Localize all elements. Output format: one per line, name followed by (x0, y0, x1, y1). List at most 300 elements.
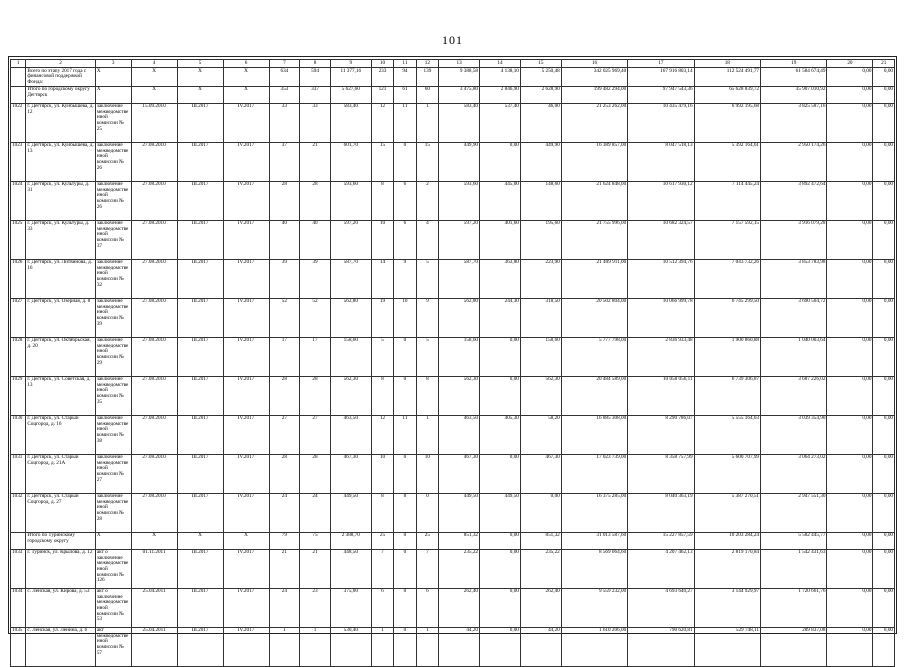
other-cost-cell: 0,00 (827, 86, 873, 103)
municipal-cost-cell: 3 687 226,02 (761, 376, 827, 415)
residents-resettled-cell: 75 (300, 532, 331, 549)
premises-total-cell: 19 (371, 298, 393, 337)
cost-total-cell: 16 375 285,00 (561, 493, 627, 532)
row-id: 1032 (11, 493, 26, 532)
area-resettled-cell: 597,20 (439, 220, 480, 259)
address-cell: г. Дегтярск, ул. Куйбышева, д. 12 (26, 103, 95, 142)
area-private-cell: 363,80 (480, 259, 521, 298)
plan-end-cell: IV.2017 (223, 549, 269, 588)
address-cell: Итого по Туринскому городскому округу (26, 532, 95, 549)
area-private-cell: 0,00 (480, 142, 521, 181)
area-municipal-cell: 58,20 (520, 415, 561, 454)
area-resettled-cell: 583,40 (439, 103, 480, 142)
column-number: 8 (300, 60, 331, 68)
registry-table (10, 59, 895, 667)
document-date-cell: 27.08.2010 (131, 142, 177, 181)
plan-end-cell: IV.2017 (223, 337, 269, 376)
area-private-cell: 4 138,10 (480, 68, 521, 87)
plan-end-cell: IV.2017 (223, 103, 269, 142)
cost-total-cell: 199 482 294,00 (561, 86, 627, 103)
premises-total-cell: 8 (371, 376, 393, 415)
area-municipal-cell: 851,32 (520, 532, 561, 549)
area-private-cell: 0,00 (480, 337, 521, 376)
cost-total-cell: 21 253 262,00 (561, 103, 627, 142)
plan-end-cell: IV.2017 (223, 298, 269, 337)
region-cost-cell: 1 900 860,88 (694, 337, 760, 376)
document-cell: заключение межведомственной комиссии № 38 (95, 415, 131, 454)
plan-start-cell: III.2017 (177, 181, 223, 220)
premises-private-cell: 9 (394, 259, 416, 298)
premises-municipal-cell: 5 (416, 259, 438, 298)
area-total-cell: 601,70 (330, 142, 371, 181)
premises-municipal-cell: 1 (416, 103, 438, 142)
plan-start-cell: III.2017 (177, 493, 223, 532)
municipal-cost-cell: 1 542 431,63 (761, 549, 827, 588)
row-id: 1022 (11, 103, 26, 142)
document-cell: акт о заключение межведомственной комиссии № 53 (95, 588, 131, 627)
area-private-cell: 445,00 (480, 181, 521, 220)
area-private-cell: 0,00 (480, 376, 521, 415)
column-number: 18 (694, 60, 760, 68)
premises-private-cell: 6 (394, 220, 416, 259)
area-municipal-cell: 562,30 (520, 376, 561, 415)
table-row (11, 549, 895, 588)
plan-end-cell: IV.2017 (223, 454, 269, 493)
document-cell: заключение межведомственной комиссии № 35 (95, 376, 131, 415)
region-cost-cell: 7 043 732,26 (694, 259, 760, 298)
fund-cost-cell: 10 512 394,76 (628, 259, 694, 298)
extra-cost-cell: 0,00 (873, 627, 895, 666)
area-resettled-cell: 562,30 (439, 376, 480, 415)
plan-start-cell: III.2017 (177, 588, 223, 627)
document-date-cell: 27.08.2010 (131, 220, 177, 259)
document-date-cell: 27.08.2010 (131, 259, 177, 298)
area-municipal-cell: 223,90 (520, 259, 561, 298)
premises-municipal-cell: 25 (416, 532, 438, 549)
other-cost-cell: 0,00 (827, 627, 873, 666)
municipal-cost-cell: 3 690 504,72 (761, 298, 827, 337)
premises-municipal-cell: 0 (416, 493, 438, 532)
area-resettled-cell: 449,90 (439, 142, 480, 181)
premises-total-cell: 10 (371, 454, 393, 493)
row-id: 1028 (11, 337, 26, 376)
other-cost-cell: 0,00 (827, 454, 873, 493)
municipal-cost-cell: 3 064 273,02 (761, 454, 827, 493)
extra-cost-cell: 0,00 (873, 259, 895, 298)
plan-start-cell: III.2017 (177, 337, 223, 376)
table-row (11, 103, 895, 142)
address-cell: Итого по городскому округу Дегтярск (26, 86, 95, 103)
premises-total-cell: 25 (371, 532, 393, 549)
premises-private-cell: 0 (394, 588, 416, 627)
plan-end-cell: IV.2017 (223, 376, 269, 415)
area-resettled-cell: 587,70 (439, 259, 480, 298)
premises-private-cell: 61 (394, 86, 416, 103)
extra-cost-cell: 0,00 (873, 181, 895, 220)
residents-count-cell: 37 (269, 142, 300, 181)
other-cost-cell: 0,00 (827, 588, 873, 627)
table-row (11, 415, 895, 454)
area-municipal-cell: 44,20 (520, 627, 561, 666)
area-resettled-cell: 3 475,80 (439, 86, 480, 103)
row-id: 1033 (11, 549, 26, 588)
residents-count-cell: 28 (269, 181, 300, 220)
document-cell: X (95, 532, 131, 549)
area-total-cell: 5 627,60 (330, 86, 371, 103)
residents-count-cell: 1 (269, 627, 300, 666)
plan-end-cell: X (223, 532, 269, 549)
premises-municipal-cell: 4 (416, 220, 438, 259)
area-municipal-cell: 449,90 (520, 142, 561, 181)
premises-private-cell: 0 (394, 549, 416, 588)
document-cell: заключение межведомственной комиссии № 39 (95, 298, 131, 337)
address-cell: г. Дегтярск, ул. Старый Соцгород, д. 16 (26, 415, 95, 454)
cost-total-cell: 16 389 857,00 (561, 142, 627, 181)
column-number: 11 (394, 60, 416, 68)
table-row (11, 588, 895, 627)
plan-end-cell: IV.2017 (223, 142, 269, 181)
area-municipal-cell: 46,00 (520, 103, 561, 142)
premises-total-cell: 121 (371, 86, 393, 103)
table-row (11, 298, 895, 337)
region-cost-cell: 5 600 707,99 (694, 454, 760, 493)
extra-cost-cell: 0,00 (873, 68, 895, 87)
fund-cost-cell: 8 040 363,19 (628, 493, 694, 532)
premises-municipal-cell: 8 (416, 376, 438, 415)
table-row (11, 142, 895, 181)
row-id: 1025 (11, 220, 26, 259)
extra-cost-cell: 0,00 (873, 588, 895, 627)
area-municipal-cell: 148,60 (520, 181, 561, 220)
region-cost-cell: 5 392 164,61 (694, 142, 760, 181)
document-cell: заключение межведомственной комиссии № 26 (95, 142, 131, 181)
row-id: 1031 (11, 454, 26, 493)
municipal-cost-cell: 1 720 661,76 (761, 588, 827, 627)
plan-start-cell: III.2017 (177, 454, 223, 493)
area-resettled-cell: 158,60 (439, 337, 480, 376)
document-cell: X (95, 86, 131, 103)
area-municipal-cell: 158,60 (520, 337, 561, 376)
residents-resettled-cell: 39 (300, 259, 331, 298)
premises-private-cell: 6 (394, 181, 416, 220)
table-row (11, 337, 895, 376)
premises-private-cell: 0 (394, 454, 416, 493)
premises-municipal-cell: 1 (416, 415, 438, 454)
residents-count-cell: 17 (269, 337, 300, 376)
residents-resettled-cell: 594 (300, 68, 331, 87)
cost-total-cell: 21 624 848,00 (561, 181, 627, 220)
premises-total-cell: 14 (371, 259, 393, 298)
cost-total-cell: 20 484 589,00 (561, 376, 627, 415)
region-cost-cell: 6 745 299,50 (694, 298, 760, 337)
row-id: 1023 (11, 142, 26, 181)
cost-total-cell: 9 559 232,00 (561, 588, 627, 627)
plan-start-cell: III.2017 (177, 103, 223, 142)
address-cell: г. Дегтярск, ул. Советская, д. 13 (26, 376, 95, 415)
row-id (11, 532, 26, 549)
document-cell: заключение межведомственной комиссии № 32 (95, 259, 131, 298)
other-cost-cell: 0,00 (827, 376, 873, 415)
other-cost-cell: 0,00 (827, 337, 873, 376)
area-municipal-cell: 262,40 (520, 588, 561, 627)
extra-cost-cell: 0,00 (873, 86, 895, 103)
row-id: 1024 (11, 181, 26, 220)
plan-start-cell: III.2017 (177, 415, 223, 454)
residents-count-cell: 28 (269, 376, 300, 415)
other-cost-cell: 0,00 (827, 181, 873, 220)
document-cell: акт о заключение межведомственной комиссии № 126 (95, 549, 131, 588)
address-cell: г. Дегтярск, ул. Культуры, д. 31 (26, 181, 95, 220)
residents-resettled-cell: 21 (300, 549, 331, 588)
plan-start-cell: III.2017 (177, 549, 223, 588)
premises-municipal-cell: 139 (416, 68, 438, 87)
plan-start-cell: III.2017 (177, 298, 223, 337)
extra-cost-cell: 0,00 (873, 142, 895, 181)
region-cost-cell: 529 748,11 (694, 627, 760, 666)
column-number: 7 (269, 60, 300, 68)
document-date-cell: X (131, 68, 177, 87)
document-date-cell: 27.08.2010 (131, 454, 177, 493)
row-id: 1027 (11, 298, 26, 337)
document-date-cell: X (131, 532, 177, 549)
municipal-cost-cell: 3 825 587,16 (761, 103, 827, 142)
document-cell: заключение межведомственной комиссии № 37 (95, 220, 131, 259)
area-resettled-cell: 449,50 (439, 493, 480, 532)
table-row (11, 259, 895, 298)
row-id: 1035 (11, 627, 26, 666)
cost-total-cell: 21 755 996,00 (561, 220, 627, 259)
document-cell: акт межведомственной комиссии № 57 (95, 627, 131, 666)
fund-cost-cell: 97 947 543,36 (628, 86, 694, 103)
premises-total-cell: 15 (371, 142, 393, 181)
plan-start-cell: X (177, 68, 223, 87)
cost-total-cell: 342 025 969,40 (561, 68, 627, 87)
residents-resettled-cell: 24 (300, 493, 331, 532)
table-row (11, 376, 895, 415)
fund-cost-cell: 790 620,81 (628, 627, 694, 666)
address-cell: г. Дегтярск, ул. Старый Соцгород, д. 27 (26, 493, 95, 532)
document-date-cell: 27.08.2010 (131, 376, 177, 415)
cost-total-cell: 21 409 911,00 (561, 259, 627, 298)
area-municipal-cell: 235,22 (520, 549, 561, 588)
column-number: 12 (416, 60, 438, 68)
address-cell: г. Туринск, ул. Крылова, д. 12 (26, 549, 95, 588)
column-number: 4 (131, 60, 177, 68)
address-cell: с. Ленская, ул. Ленина, д. 6 (26, 627, 95, 666)
other-cost-cell: 0,00 (827, 549, 873, 588)
residents-count-cell: 24 (269, 493, 300, 532)
plan-start-cell: III.2017 (177, 259, 223, 298)
row-id: 1026 (11, 259, 26, 298)
document-cell: заключение межведомственной комиссии № 28 (95, 493, 131, 532)
premises-private-cell: 11 (394, 103, 416, 142)
total-row (11, 86, 895, 103)
plan-start-cell: X (177, 86, 223, 103)
plan-end-cell: X (223, 86, 269, 103)
plan-end-cell: IV.2017 (223, 415, 269, 454)
address-cell: г. Дегтярск, ул. Культуры, д. 33 (26, 220, 95, 259)
table-row (11, 454, 895, 493)
premises-private-cell: 94 (394, 68, 416, 87)
column-number: 9 (330, 60, 371, 68)
premises-private-cell: 0 (394, 142, 416, 181)
document-cell: заключение межведомственной комиссии № 25 (95, 103, 131, 142)
municipal-cost-cell: 1 040 003,64 (761, 337, 827, 376)
area-private-cell: 2 846,90 (480, 86, 521, 103)
premises-total-cell: 8 (371, 493, 393, 532)
region-cost-cell: 10 203 284,24 (694, 532, 760, 549)
other-cost-cell: 0,00 (827, 142, 873, 181)
premises-private-cell: 0 (394, 337, 416, 376)
premises-total-cell: 6 (371, 588, 393, 627)
fund-cost-cell: 10 682 324,57 (628, 220, 694, 259)
premises-private-cell: 10 (394, 298, 416, 337)
area-total-cell: 562,30 (330, 376, 371, 415)
column-number: 19 (761, 60, 827, 68)
area-total-cell: 562,80 (330, 298, 371, 337)
plan-end-cell: IV.2017 (223, 493, 269, 532)
plan-end-cell: IV.2017 (223, 181, 269, 220)
residents-count-cell: 353 (269, 86, 300, 103)
table-row (11, 181, 895, 220)
column-number: 6 (223, 60, 269, 68)
area-total-cell: 375,00 (330, 588, 371, 627)
region-cost-cell: 3 144 929,97 (694, 588, 760, 627)
area-total-cell: 587,70 (330, 259, 371, 298)
table-body (11, 60, 895, 667)
document-cell: X (95, 68, 131, 87)
area-total-cell: 530,40 (330, 627, 371, 666)
region-cost-cell: 7 114 445,24 (694, 181, 760, 220)
area-total-cell: 597,20 (330, 220, 371, 259)
municipal-cost-cell: 2 947 551,30 (761, 493, 827, 532)
column-number: 16 (561, 60, 627, 68)
premises-municipal-cell: 10 (416, 454, 438, 493)
cost-total-cell: 5 777 798,00 (561, 337, 627, 376)
document-date-cell: 27.08.2010 (131, 181, 177, 220)
address-cell: г. Дегтярск, ул. Озерная, д. 8 (26, 298, 95, 337)
column-number: 2 (26, 60, 95, 68)
extra-cost-cell: 0,00 (873, 549, 895, 588)
municipal-cost-cell: 35 907 010,92 (761, 86, 827, 103)
document-date-cell: 27.08.2010 (131, 493, 177, 532)
document-date-cell: 25.04.2011 (131, 627, 177, 666)
residents-count-cell: 28 (269, 454, 300, 493)
row-id (11, 86, 26, 103)
fund-cost-cell: 8 047 518,13 (628, 142, 694, 181)
residents-resettled-cell: 40 (300, 220, 331, 259)
premises-municipal-cell: 2 (416, 181, 438, 220)
extra-cost-cell: 0,00 (873, 103, 895, 142)
region-cost-cell: 6 739 306,87 (694, 376, 760, 415)
area-private-cell: 401,60 (480, 220, 521, 259)
extra-cost-cell: 0,00 (873, 454, 895, 493)
residents-resettled-cell: 23 (300, 588, 331, 627)
premises-total-cell: 12 (371, 103, 393, 142)
other-cost-cell: 0,00 (827, 532, 873, 549)
area-private-cell: 0,00 (480, 532, 521, 549)
fund-cost-cell: 10 066 999,78 (628, 298, 694, 337)
page-number: 101 (442, 33, 463, 47)
extra-cost-cell: 0,00 (873, 376, 895, 415)
document-cell: заключение межведомственной комиссии № 27 (95, 454, 131, 493)
municipal-cost-cell: 3 853 783,98 (761, 259, 827, 298)
residents-count-cell: 24 (269, 588, 300, 627)
premises-private-cell: 0 (394, 376, 416, 415)
residents-count-cell: 33 (269, 103, 300, 142)
plan-start-cell: III.2017 (177, 142, 223, 181)
residents-count-cell: 27 (269, 415, 300, 454)
area-municipal-cell: 195,60 (520, 220, 561, 259)
column-number: 3 (95, 60, 131, 68)
premises-total-cell: 12 (371, 415, 393, 454)
residents-resettled-cell: 28 (300, 454, 331, 493)
column-number: 5 (177, 60, 223, 68)
premises-total-cell: 1 (371, 627, 393, 666)
column-number: 14 (480, 60, 521, 68)
column-number: 10 (371, 60, 393, 68)
premises-total-cell: 233 (371, 68, 393, 87)
residents-resettled-cell: 33 (300, 103, 331, 142)
area-private-cell: 537,40 (480, 103, 521, 142)
region-cost-cell: 7 157 592,15 (694, 220, 760, 259)
residents-resettled-cell: 1 (300, 627, 331, 666)
cost-total-cell: 16 885 308,00 (561, 415, 627, 454)
plan-end-cell: IV.2017 (223, 588, 269, 627)
area-municipal-cell: 5 250,48 (520, 68, 561, 87)
premises-municipal-cell: 5 (416, 337, 438, 376)
residents-resettled-cell: 27 (300, 415, 331, 454)
premises-municipal-cell: 7 (416, 549, 438, 588)
row-id: 1029 (11, 376, 26, 415)
extra-cost-cell: 0,00 (873, 298, 895, 337)
area-resettled-cell: 44,20 (439, 627, 480, 666)
premises-municipal-cell: 60 (416, 86, 438, 103)
other-cost-cell: 0,00 (827, 68, 873, 87)
row-id (11, 68, 26, 87)
cost-total-cell: 20 502 804,00 (561, 298, 627, 337)
region-cost-cell: 5 555 164,03 (694, 415, 760, 454)
total-row (11, 68, 895, 87)
column-number: 17 (628, 60, 694, 68)
residents-count-cell: 52 (269, 298, 300, 337)
cost-total-cell: 17 023 739,00 (561, 454, 627, 493)
address-cell: с. Ленская, ул. Кирова, д. 53 (26, 588, 95, 627)
other-cost-cell: 0,00 (827, 220, 873, 259)
column-number-row (11, 60, 895, 68)
document-date-cell: 15.09.2010 (131, 103, 177, 142)
fund-cost-cell: 10 058 056,11 (628, 376, 694, 415)
document-date-cell: 27.08.2010 (131, 337, 177, 376)
municipal-cost-cell: 3 916 079,28 (761, 220, 827, 259)
residents-resettled-cell: 52 (300, 298, 331, 337)
address-cell: Всего по этапу 2017 года с финансовой поддержкой Фонда: (26, 68, 95, 87)
area-private-cell: 0,00 (480, 588, 521, 627)
fund-cost-cell: 2 836 933,48 (628, 337, 694, 376)
fund-cost-cell: 4 207 462,13 (628, 549, 694, 588)
column-number: 1 (11, 60, 26, 68)
area-total-cell: 593,60 (330, 181, 371, 220)
fund-cost-cell: 8 290 786,07 (628, 415, 694, 454)
fund-cost-cell: 4 693 640,27 (628, 588, 694, 627)
area-resettled-cell: 262,40 (439, 588, 480, 627)
region-cost-cell: 5 387 270,51 (694, 493, 760, 532)
premises-private-cell: 11 (394, 415, 416, 454)
column-number: 13 (439, 60, 480, 68)
fund-cost-cell: 167 916 803,14 (628, 68, 694, 87)
area-resettled-cell: 851,32 (439, 532, 480, 549)
column-number: 21 (873, 60, 895, 68)
